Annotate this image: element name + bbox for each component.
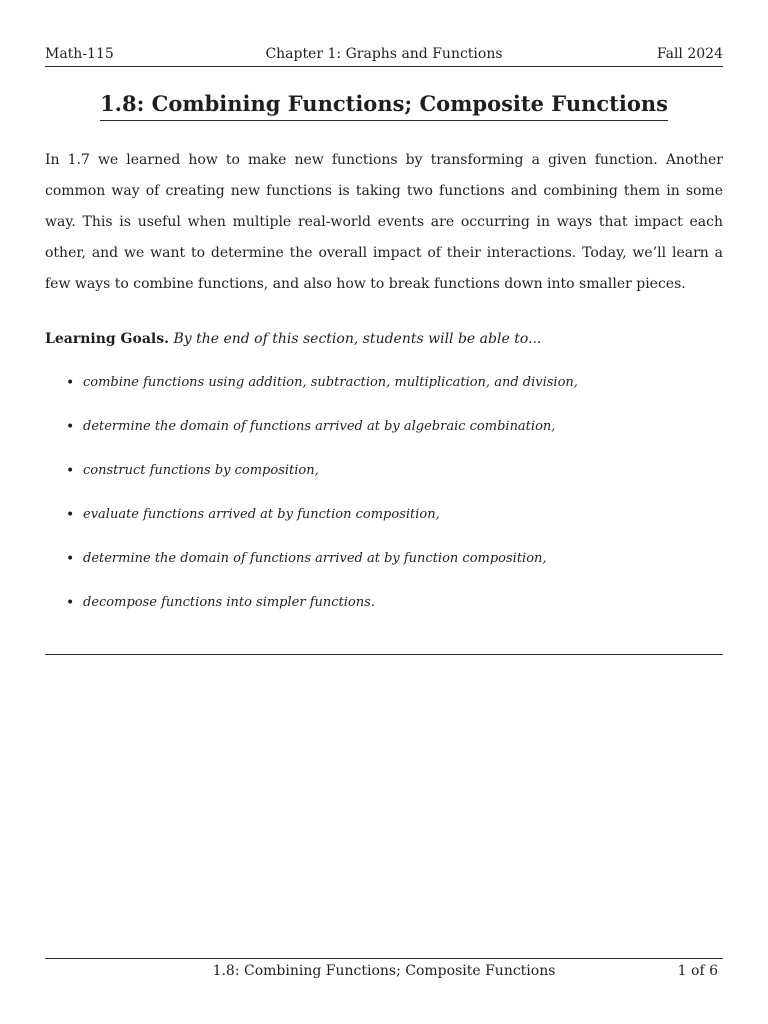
page-header xyxy=(45,46,723,66)
section-title-text: 1.8: Combining Functions; Composite Functions xyxy=(100,91,668,121)
list-item xyxy=(66,595,706,639)
learning-goals-lead: By the end of this section, students will be able to... xyxy=(173,331,542,347)
goal-text: combine functions using addition, subtraction, multiplication, and division, xyxy=(83,375,578,390)
course-label: Math-115 xyxy=(45,46,114,62)
intro-paragraph: In 1.7 we learned how to make new functions by transforming a given function. Another common way of creating new functions is taking two functions and combining them in some way. This is useful when multiple real-world events are occurring in ways that impact each other, and we want to determine the overall impact of their interactions. Today, we’ll learn a few ways to combine functions, and also how to break functions down into smaller pieces. xyxy=(45,152,723,292)
list-item xyxy=(66,551,706,595)
bullet-icon: • xyxy=(66,463,75,479)
section-divider xyxy=(45,654,723,655)
bullet-icon: • xyxy=(66,419,75,435)
page-number: 1 of 6 xyxy=(677,963,718,979)
bullet-icon: • xyxy=(66,375,75,391)
goal-text: determine the domain of functions arrived at by algebraic combination, xyxy=(83,419,556,434)
chapter-label: Chapter 1: Graphs and Functions xyxy=(265,46,503,62)
page-footer xyxy=(45,963,723,983)
footer-rule xyxy=(45,958,723,959)
learning-goals-heading: Learning Goals. xyxy=(45,331,169,347)
goal-text: construct functions by composition, xyxy=(83,463,319,478)
list-item xyxy=(66,507,706,551)
goal-text: evaluate functions arrived at by function composition, xyxy=(83,507,440,522)
term-label: Fall 2024 xyxy=(656,46,723,62)
bullet-icon: • xyxy=(66,551,75,567)
footer-title: 1.8: Combining Functions; Composite Functions xyxy=(212,963,556,979)
header-rule xyxy=(45,66,723,67)
list-item xyxy=(66,419,706,463)
goal-text: determine the domain of functions arrived at by function composition, xyxy=(83,551,547,566)
list-item xyxy=(66,375,706,419)
learning-goals-list xyxy=(66,375,706,639)
bullet-icon: • xyxy=(66,595,75,611)
bullet-icon: • xyxy=(66,507,75,523)
learning-goals xyxy=(45,331,723,347)
list-item xyxy=(66,463,706,507)
goal-text: decompose functions into simpler functions. xyxy=(83,595,375,610)
section-title xyxy=(0,91,768,121)
